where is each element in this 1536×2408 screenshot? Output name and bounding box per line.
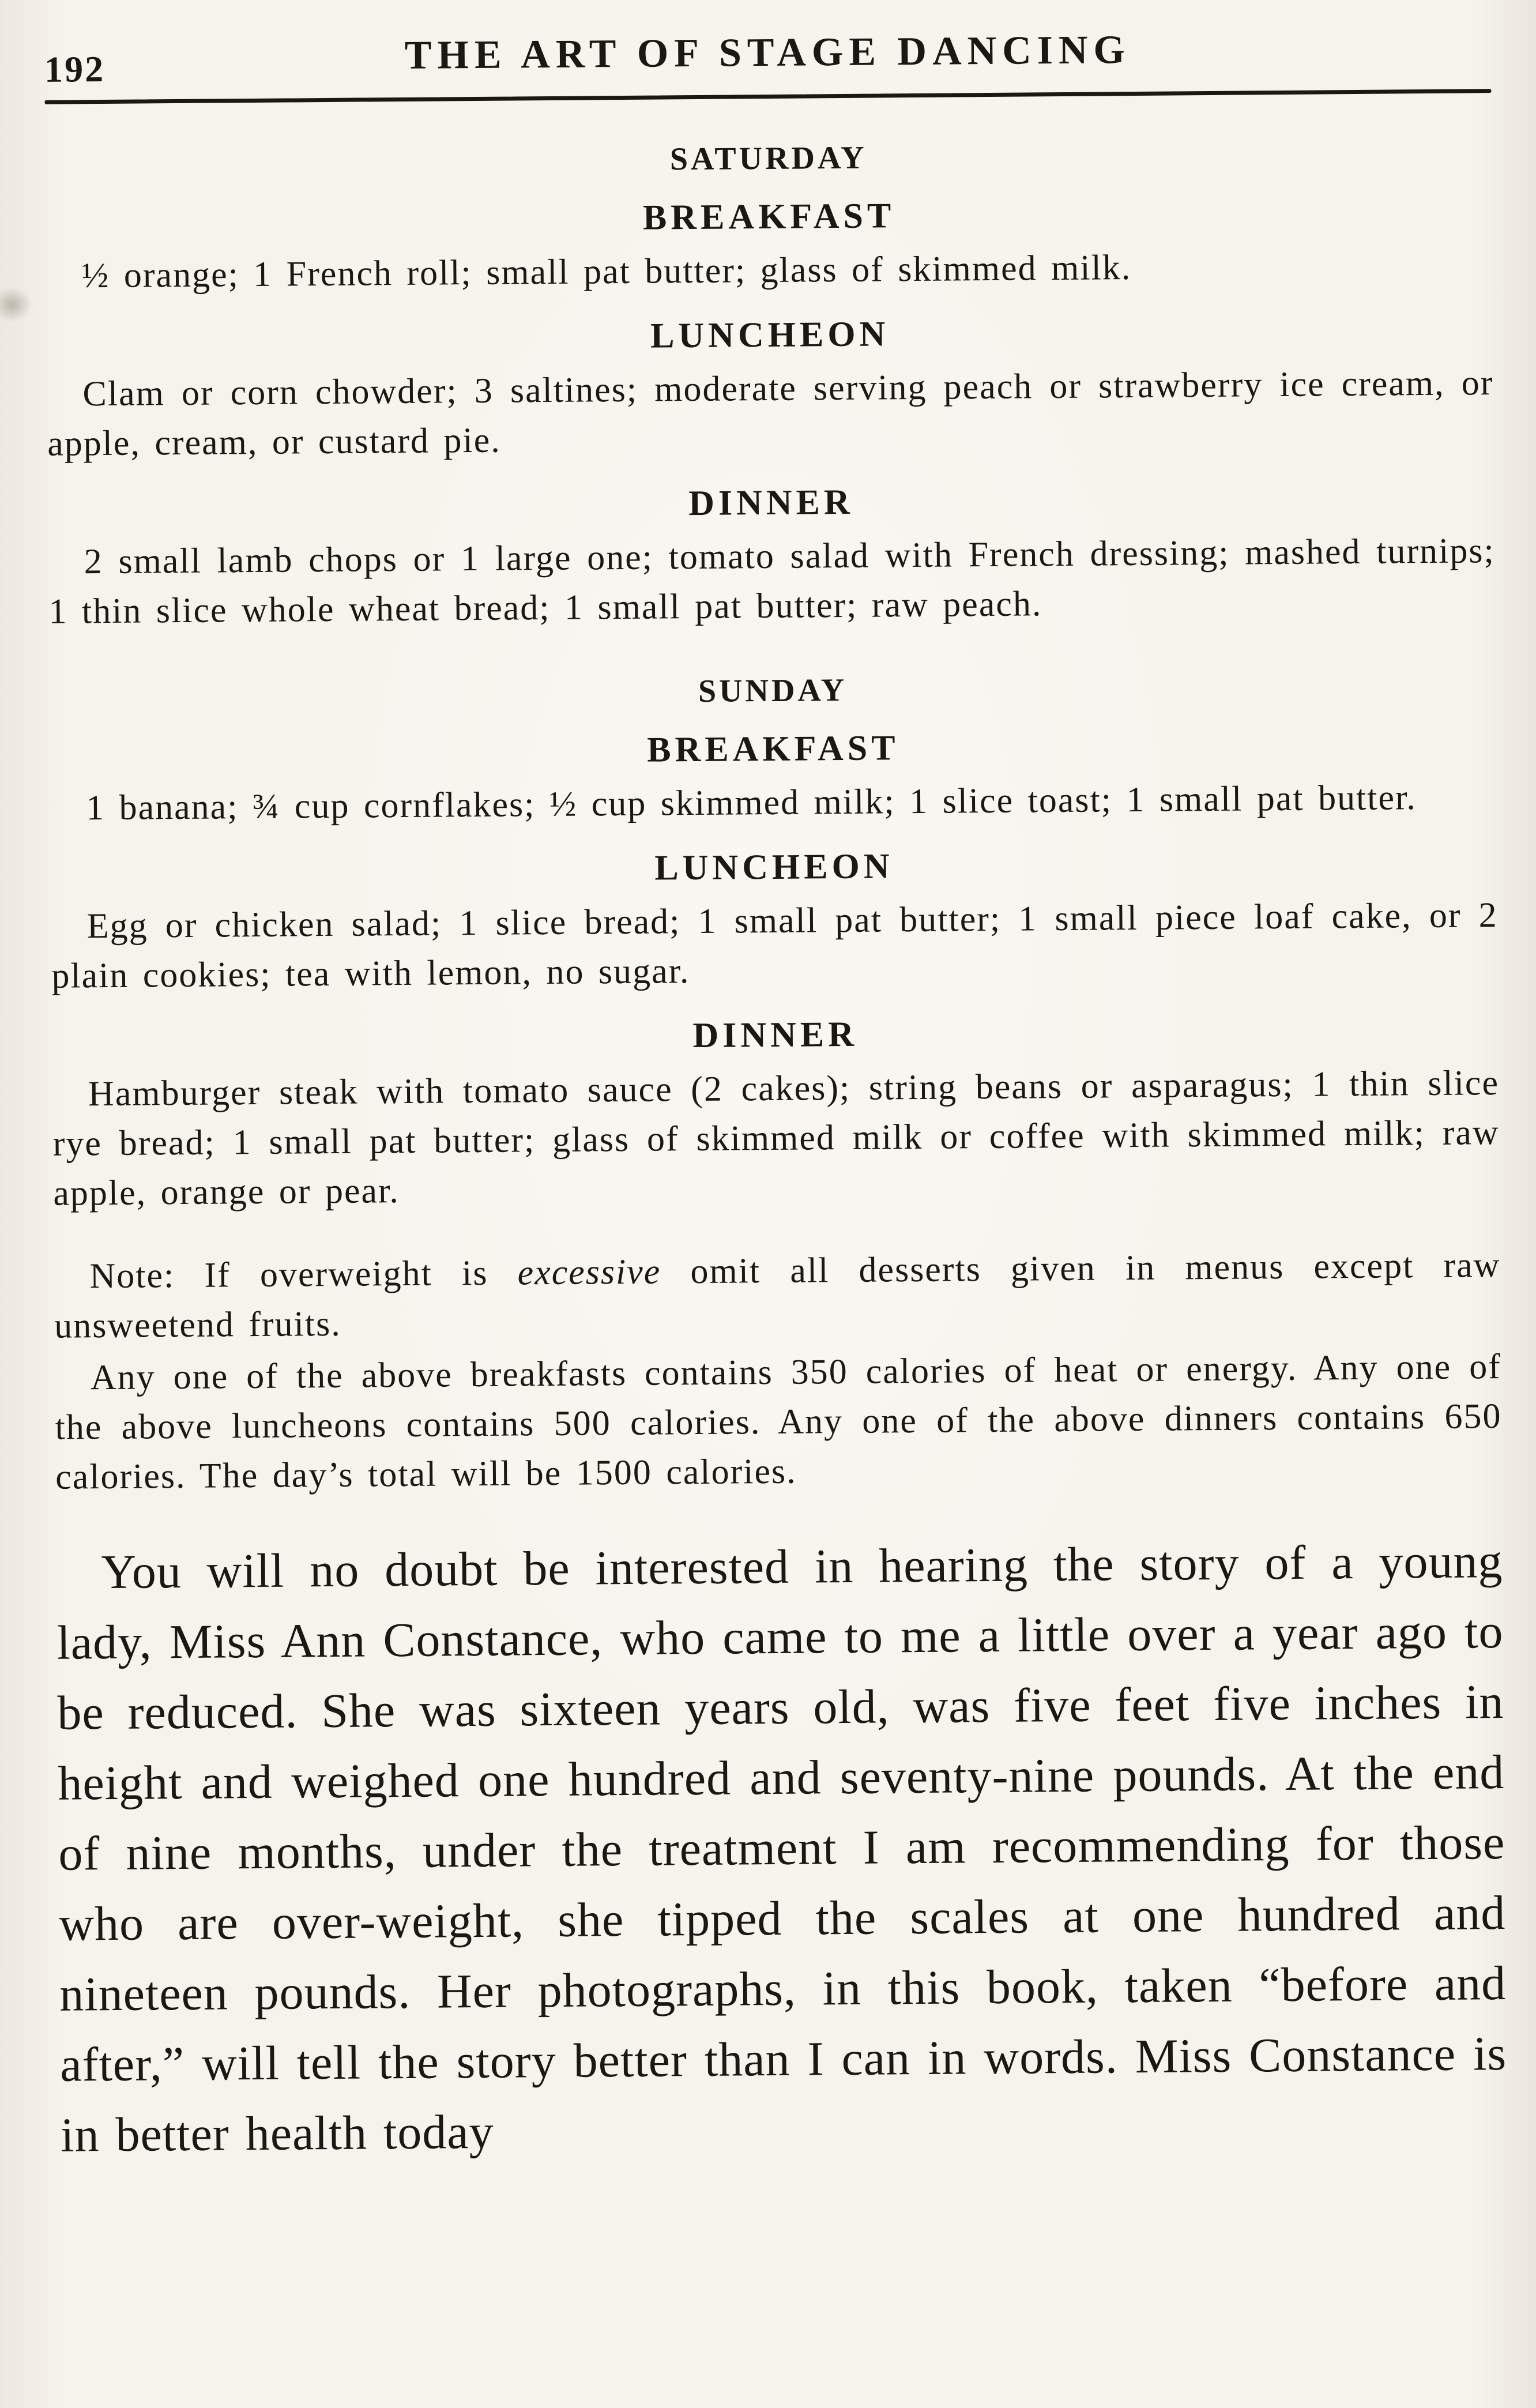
meal-text-saturday-luncheon: Clam or corn chowder; 3 saltines; moderate serving peach or strawberry ice cream, or apple, cream, or custard pie. xyxy=(47,363,1494,464)
note-suffix: omit all desserts given in menus except raw unsweetend fruits. xyxy=(54,1246,1501,1346)
day-heading-sunday: SUNDAY xyxy=(698,672,848,709)
meal-heading-saturday-breakfast: BREAKFAST xyxy=(642,196,895,238)
calories-paragraph: Any one of the above breakfasts contains 350 calories of heat or energy. Any one of the above luncheons contains 500 calories. Any one of the above dinners contains 650 calories. The day’s total will be 1500 calories. xyxy=(55,1347,1502,1497)
page-header xyxy=(44,24,1492,91)
page-number: 192 xyxy=(44,48,106,90)
meal-text-sunday-luncheon: Egg or chicken salad; 1 slice bread; 1 small pat butter; 1 small piece loaf cake, or 2 plain cookies; tea with lemon, no sugar. xyxy=(51,896,1498,996)
story-paragraph: You will no doubt be interested in hearing the story of a young lady, Miss Ann Constance, who came to me a little over a year ago to be reduced. She was sixteen years old, was five feet five inches in height and weighed one hundred and seventy-nine pounds. At the end of nine months, under the treatment I am recommending for those who are over-weight, she tipped the scales at one hundred and nineteen pounds. Her photographs, in this book, taken “before and after,” will tell the story better than I can in words. Miss Constance is in better health today xyxy=(57,1534,1507,2162)
day-heading-saturday: SATURDAY xyxy=(669,140,867,178)
meal-heading-saturday-luncheon: LUNCHEON xyxy=(650,314,890,356)
meal-heading-sunday-dinner: DINNER xyxy=(692,1014,859,1056)
meal-text-saturday-breakfast: ½ orange; 1 French roll; small pat butter; glass of skimmed milk. xyxy=(81,248,1132,296)
meal-heading-sunday-breakfast: BREAKFAST xyxy=(646,728,899,770)
menu-section-sunday xyxy=(49,667,1500,1218)
header-rule xyxy=(44,89,1491,104)
note-paragraph xyxy=(54,1240,1501,1351)
meal-text-sunday-dinner: Hamburger steak with tomato sauce (2 cakes); string beans or asparagus; 1 thin slice rye bread; 1 small pat butter; glass of skimmed milk or coffee with skimmed milk; raw apple, orange or pear. xyxy=(52,1063,1500,1213)
menu-section-saturday xyxy=(45,134,1496,637)
meal-text-sunday-breakfast: 1 banana; ¾ cup cornflakes; ½ cup skimmed milk; 1 slice toast; 1 small pat butter. xyxy=(85,778,1417,828)
note-italic-word: excessive xyxy=(517,1252,661,1293)
meal-heading-sunday-luncheon: LUNCHEON xyxy=(654,846,894,888)
meal-heading-saturday-dinner: DINNER xyxy=(688,482,854,524)
note-prefix: Note: If overweight is xyxy=(89,1253,518,1296)
meal-text-saturday-dinner: 2 small lamb chops or 1 large one; tomato salad with French dressing; mashed turnips; 1 thin slice whole wheat bread; 1 small pat butter; raw peach. xyxy=(48,531,1495,631)
book-title: THE ART OF STAGE DANCING xyxy=(404,28,1131,78)
